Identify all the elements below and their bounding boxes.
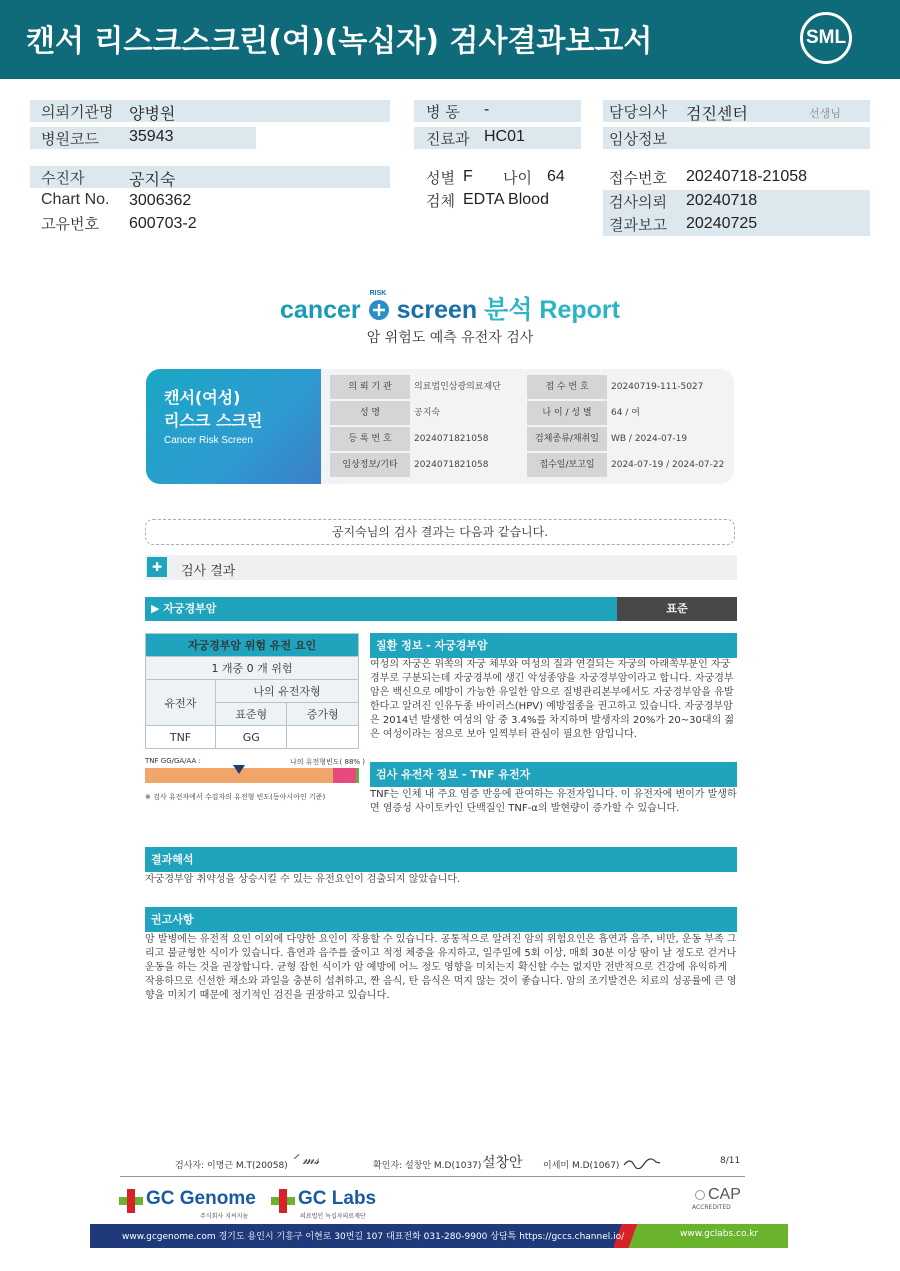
footer-divider (120, 1176, 745, 1177)
brand-cancer: cancer (280, 296, 361, 324)
card-key: 검체종류/채취일 (527, 427, 607, 451)
freq-bar (145, 768, 359, 783)
unique-label: 고유번호 (41, 215, 99, 233)
gene-info-title: 검사 유전자 정보 - TNF 유전자 (370, 762, 737, 787)
gene-increase (287, 726, 359, 749)
confirmer-signature: 설창안 (482, 1155, 523, 1171)
card-value: 공지숙 (414, 408, 441, 418)
interpretation-title: 결과해석 (145, 847, 737, 872)
disease-info-text: 여성의 자궁은 위쪽의 자궁 체부와 여성의 질과 연결되는 자궁의 아래쪽부분인 자궁경부로 구분되는데 자궁경부에 생긴 악성종양을 자궁경부암이라고 합니다. 자궁경부암은 백신으로 예방이 가능한 유일한 암으로 질병관리본부에서도 자궁경부암을 유발한다고 알려진 인유두종 바이러스(HPV) 예방접종을 권고하고 있습니다. 자궁경부암은 2014년 발생한 여성의 암 중 3.4%를 차지하며 발생자의 20%가 20~30대의 젊은 여성이라는 점으로 보아 일찍부터 관심이 필요한 암입니다. (370, 659, 735, 740)
freq-note: ※ 검사 유전자에서 수검자의 유전형 빈도(동아시아인 기준) (145, 793, 326, 801)
confirmer: 확인자: 설창안 M.D(1037) (373, 1161, 482, 1171)
report-date-label: 결과보고 (609, 216, 667, 234)
gene-header: 유전자 (146, 680, 216, 726)
department-value: HC01 (484, 128, 525, 145)
interpretation-text: 자궁경부암 취약성을 상승시킬 수 있는 유전요인이 검출되지 않았습니다. (145, 874, 461, 885)
bottom-bar-url: www.gclabs.co.kr (680, 1229, 759, 1239)
cancer-name-bar: ▶ 자궁경부암 (145, 597, 617, 621)
my-type-header: 나의 유전자형 (216, 680, 359, 703)
genetic-summary: 1 개중 0 개 위험 (146, 657, 359, 680)
recommendation-text: 암 발병에는 유전적 요인 이외에 다양한 요인이 작용할 수 있습니다. 공통적으로 알려진 암의 위험요인은 흡연과 음주, 비만, 운동 부족 그리고 불균형한 식이가 있습니다. 흡연과 음주를 줄이고 적정 체중을 유지하고, 일주일에 5회 이상, 매회 30분 이상 땀이 날 정도로 걷거나 운동을 하는 것을 권장합니다. 균형 잡힌 식이가 암 예방에 어느 정도 영향을 미치는지 확신할 수는 없지만 전반적으로 건강에 유익하게 작용하므로 신선한 채소와 과일을 충분히 섭취하고, 짠 음식, 탄 음식은 먹지 않는 것이 좋습니다. 암의 조기발견은 치료의 성공률에 큰 영향을 미치기 때문에 정기적인 검진을 권장하고 있습니다. (145, 934, 737, 1001)
receipt-label: 접수번호 (609, 169, 667, 187)
chart-label: Chart No. (41, 191, 110, 208)
brand-report: 분석 Report (484, 296, 620, 324)
gc-labs-logo: GC Labs (298, 1188, 377, 1209)
gc-genome-sub: 주식회사 지씨지놈 (200, 1213, 249, 1220)
gene-standard: GG (216, 726, 287, 749)
gc-genome-logo: GC Genome (146, 1188, 256, 1209)
standard-header: 표준형 (216, 703, 287, 726)
recommendation-title: 권고사항 (145, 907, 737, 932)
gc-labs-sub: 의료법인 녹십자의료재단 (300, 1213, 366, 1220)
department-label: 진료과 (426, 130, 470, 148)
result-notice: 공지숙님의 검사 결과는 다음과 같습니다. (145, 519, 735, 545)
brand-plus-icon (368, 290, 390, 321)
brand-risk: RISK (369, 290, 387, 297)
hospital-code-label: 병원코드 (41, 130, 99, 148)
genetic-table (145, 633, 359, 749)
doctor-suffix: 선생님 (809, 107, 841, 120)
ward-label: 병 동 (426, 103, 460, 121)
card-key: 접수일/보고일 (527, 453, 607, 477)
specimen-label: 검체 (426, 192, 455, 210)
my-position-marker-icon (233, 765, 245, 774)
genetic-table-title: 자궁경부암 위험 유전 요인 (146, 634, 359, 657)
unique-value: 600703-2 (129, 215, 197, 232)
gene-name: TNF (146, 726, 216, 749)
institution-value: 양병원 (129, 106, 176, 123)
card-title-2: 리스크 스크린 (164, 411, 263, 430)
report-title: 캔서 리스크스크린(여)(녹십자) 검사결과보고서 (26, 24, 653, 59)
doctor-value: 검진센터 (686, 106, 748, 123)
card-value: 64 / 여 (611, 408, 640, 418)
card-key: 등 록 번 호 (330, 427, 410, 451)
medical-box-icon: ✚ (147, 557, 167, 577)
card-value: WB / 2024-07-19 (611, 434, 688, 444)
confirmer2-signature (622, 1155, 662, 1169)
brand-title (0, 290, 900, 326)
bottom-bar-text: www.gcgenome.com 경기도 용인시 기흥구 이현로 30번길 107 대표전화 031-280-9900 상담톡 https://gccs.channel.io/ (122, 1232, 625, 1242)
cancer-status-badge: 표준 (617, 597, 737, 621)
page-number: 8/11 (720, 1156, 741, 1166)
report-date-value: 20240725 (686, 215, 758, 232)
cap-seal-icon (695, 1190, 705, 1200)
chart-value: 3006362 (129, 192, 192, 209)
brand-screen: screen (396, 296, 478, 324)
brand-subtitle: 암 위험도 예측 유전자 검사 (366, 330, 534, 346)
examiner-signature: ᐟ 𝓂𝓈 (292, 1152, 320, 1168)
sex-label: 성별 (426, 169, 455, 187)
request-value: 20240718 (686, 192, 758, 209)
specimen-value: EDTA Blood (463, 191, 549, 208)
request-label: 검사의뢰 (609, 193, 667, 211)
institution-label: 의뢰기관명 (41, 103, 114, 121)
increase-header: 증가형 (287, 703, 359, 726)
examiner: 검사자: 이명근 M.T(20058) (175, 1161, 288, 1171)
card-value: 2024071821058 (414, 460, 489, 470)
freq-left-label: TNF GG/GA/AA : (145, 757, 201, 765)
card-key: 나 이 / 성 별 (527, 401, 607, 425)
disease-info-title: 질환 정보 - 자궁경부암 (370, 633, 737, 658)
card-key: 의 뢰 기 관 (330, 375, 410, 399)
doctor-label: 담당의사 (609, 103, 667, 121)
card-title-1: 캔서(여성) (164, 388, 241, 407)
card-key: 임상정보/기타 (330, 453, 410, 477)
sml-logo: SML (800, 12, 852, 64)
section-title: 검사 결과 (181, 564, 236, 579)
card-value: 의료법인삼광의료재단 (414, 382, 501, 392)
recipient-label: 수진자 (41, 169, 85, 187)
cap-sub: ACCREDITED (692, 1204, 731, 1211)
recipient-value: 공지숙 (129, 172, 176, 189)
sex-value: F (463, 168, 473, 185)
freq-bar-highlight (333, 768, 356, 783)
card-value: 2024071821058 (414, 434, 489, 444)
age-value: 64 (547, 168, 565, 185)
gc-genome-cross-icon (119, 1189, 143, 1213)
confirmer2: 이세미 M.D(1067) (543, 1161, 620, 1171)
card-value: 20240719-111-5027 (611, 382, 704, 392)
ward-value: - (484, 101, 490, 118)
card-value: 2024-07-19 / 2024-07-22 (611, 460, 725, 470)
cap-logo: CAP (708, 1186, 741, 1203)
card-key: 접 수 번 호 (527, 375, 607, 399)
card-key: 성 명 (330, 401, 410, 425)
gene-info-text: TNF는 인체 내 주요 염증 반응에 관여하는 유전자입니다. 이 유전자에 변이가 발생하면 염증성 사이토카인 단백질인 TNF-α의 발현량이 증가할 수 있습니다. (370, 789, 737, 814)
clinical-label: 임상정보 (609, 130, 667, 148)
receipt-value: 20240718-21058 (686, 168, 808, 185)
gc-labs-cross-icon (271, 1189, 295, 1213)
card-title-en: Cancer Risk Screen (164, 435, 253, 446)
hospital-code-value: 35943 (129, 128, 174, 145)
freq-right-label: 나의 유전형빈도( 88% ) (290, 758, 366, 766)
age-label: 나이 (503, 169, 532, 187)
freq-bar-end (356, 768, 359, 783)
